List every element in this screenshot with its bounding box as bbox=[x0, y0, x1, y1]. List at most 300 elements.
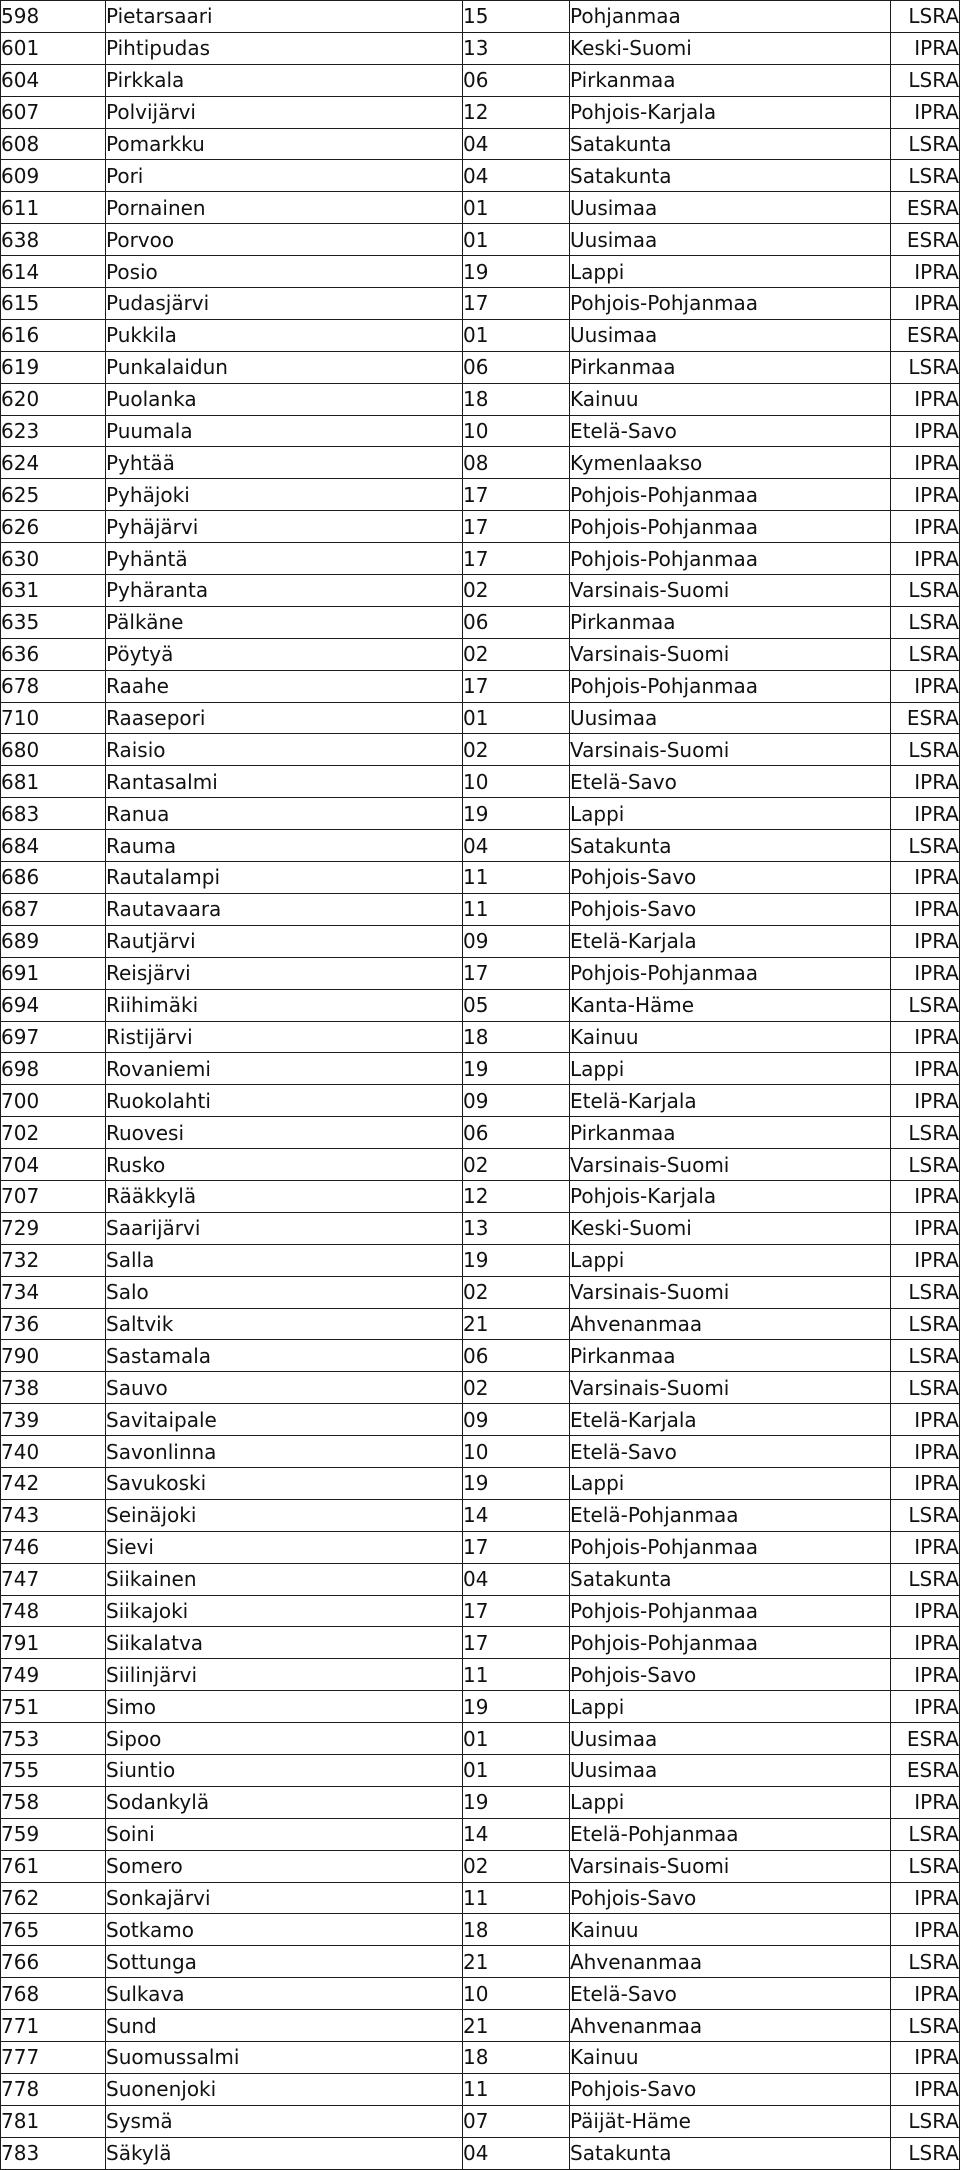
center-code-cell: LSRA bbox=[891, 1308, 960, 1340]
region-name-cell: Ahvenanmaa bbox=[570, 1308, 891, 1340]
municipality-code-cell: 689 bbox=[1, 925, 106, 957]
municipality-name-cell: Savukoski bbox=[106, 1467, 463, 1499]
region-code-cell: 17 bbox=[463, 670, 570, 702]
table-row bbox=[1, 479, 960, 511]
municipality-name-cell: Savitaipale bbox=[106, 1404, 463, 1436]
municipality-name-cell: Siikainen bbox=[106, 1563, 463, 1595]
municipality-code-cell: 765 bbox=[1, 1914, 106, 1946]
region-name-cell: Etelä-Pohjanmaa bbox=[570, 1499, 891, 1531]
municipality-name-cell: Sonkajärvi bbox=[106, 1882, 463, 1914]
table-row bbox=[1, 1563, 960, 1595]
region-name-cell: Kainuu bbox=[570, 2042, 891, 2074]
table-row bbox=[1, 606, 960, 638]
region-code-cell: 10 bbox=[463, 1978, 570, 2010]
region-code-cell: 15 bbox=[463, 1, 570, 33]
municipality-name-cell: Suonenjoki bbox=[106, 2073, 463, 2105]
municipality-name-cell: Raahe bbox=[106, 670, 463, 702]
municipality-name-cell: Sodankylä bbox=[106, 1786, 463, 1818]
municipality-code-cell: 619 bbox=[1, 351, 106, 383]
municipality-code-cell: 777 bbox=[1, 2042, 106, 2074]
center-code-cell: IPRA bbox=[891, 511, 960, 543]
center-code-cell: LSRA bbox=[891, 830, 960, 862]
municipality-code-cell: 781 bbox=[1, 2105, 106, 2137]
region-code-cell: 06 bbox=[463, 1117, 570, 1149]
municipality-code-cell: 742 bbox=[1, 1467, 106, 1499]
region-code-cell: 19 bbox=[463, 1786, 570, 1818]
table-row bbox=[1, 2042, 960, 2074]
municipality-name-cell: Punkalaidun bbox=[106, 351, 463, 383]
table-row bbox=[1, 1595, 960, 1627]
municipality-name-cell: Simo bbox=[106, 1691, 463, 1723]
table-row bbox=[1, 1691, 960, 1723]
municipality-name-cell: Puumala bbox=[106, 415, 463, 447]
center-code-cell: IPRA bbox=[891, 479, 960, 511]
municipality-code-cell: 753 bbox=[1, 1723, 106, 1755]
municipality-code-cell: 611 bbox=[1, 192, 106, 224]
municipality-code-cell: 623 bbox=[1, 415, 106, 447]
region-name-cell: Etelä-Karjala bbox=[570, 1404, 891, 1436]
region-name-cell: Pohjois-Pohjanmaa bbox=[570, 670, 891, 702]
center-code-cell: IPRA bbox=[891, 1531, 960, 1563]
region-code-cell: 10 bbox=[463, 1436, 570, 1468]
table-row bbox=[1, 1085, 960, 1117]
center-code-cell: ESRA bbox=[891, 1754, 960, 1786]
municipality-code-cell: 684 bbox=[1, 830, 106, 862]
table-row bbox=[1, 957, 960, 989]
region-code-cell: 17 bbox=[463, 957, 570, 989]
region-code-cell: 17 bbox=[463, 288, 570, 320]
region-name-cell: Pirkanmaa bbox=[570, 1117, 891, 1149]
municipality-name-cell: Somero bbox=[106, 1850, 463, 1882]
table-row bbox=[1, 256, 960, 288]
table-row bbox=[1, 1723, 960, 1755]
municipality-code-cell: 697 bbox=[1, 1021, 106, 1053]
municipality-code-cell: 681 bbox=[1, 766, 106, 798]
table-row bbox=[1, 64, 960, 96]
region-name-cell: Keski-Suomi bbox=[570, 1212, 891, 1244]
municipality-code-cell: 604 bbox=[1, 64, 106, 96]
region-code-cell: 02 bbox=[463, 1149, 570, 1181]
center-code-cell: IPRA bbox=[891, 925, 960, 957]
region-code-cell: 19 bbox=[463, 256, 570, 288]
center-code-cell: ESRA bbox=[891, 192, 960, 224]
municipality-name-cell: Siuntio bbox=[106, 1754, 463, 1786]
municipality-code-cell: 746 bbox=[1, 1531, 106, 1563]
region-code-cell: 14 bbox=[463, 1818, 570, 1850]
municipality-code-cell: 614 bbox=[1, 256, 106, 288]
municipality-name-cell: Suomussalmi bbox=[106, 2042, 463, 2074]
table-row bbox=[1, 1404, 960, 1436]
municipality-code-cell: 783 bbox=[1, 2137, 106, 2169]
region-code-cell: 19 bbox=[463, 798, 570, 830]
center-code-cell: IPRA bbox=[891, 1244, 960, 1276]
region-code-cell: 06 bbox=[463, 64, 570, 96]
table-row bbox=[1, 192, 960, 224]
region-name-cell: Uusimaa bbox=[570, 1754, 891, 1786]
region-name-cell: Uusimaa bbox=[570, 224, 891, 256]
region-code-cell: 02 bbox=[463, 575, 570, 607]
region-name-cell: Ahvenanmaa bbox=[570, 1946, 891, 1978]
region-code-cell: 02 bbox=[463, 734, 570, 766]
region-name-cell: Etelä-Karjala bbox=[570, 925, 891, 957]
municipality-name-cell: Sysmä bbox=[106, 2105, 463, 2137]
table-row bbox=[1, 1244, 960, 1276]
region-name-cell: Pohjois-Savo bbox=[570, 1659, 891, 1691]
table-row bbox=[1, 893, 960, 925]
center-code-cell: LSRA bbox=[891, 1372, 960, 1404]
table-row bbox=[1, 1754, 960, 1786]
region-name-cell: Lappi bbox=[570, 798, 891, 830]
table-row bbox=[1, 2010, 960, 2042]
table-row bbox=[1, 96, 960, 128]
municipality-name-cell: Pyhäjoki bbox=[106, 479, 463, 511]
municipality-code-cell: 702 bbox=[1, 1117, 106, 1149]
center-code-cell: IPRA bbox=[891, 543, 960, 575]
center-code-cell: IPRA bbox=[891, 1021, 960, 1053]
center-code-cell: IPRA bbox=[891, 1436, 960, 1468]
municipality-name-cell: Pukkila bbox=[106, 319, 463, 351]
region-name-cell: Etelä-Pohjanmaa bbox=[570, 1818, 891, 1850]
region-code-cell: 18 bbox=[463, 1914, 570, 1946]
region-name-cell: Varsinais-Suomi bbox=[570, 734, 891, 766]
region-code-cell: 07 bbox=[463, 2105, 570, 2137]
region-name-cell: Pohjois-Pohjanmaa bbox=[570, 543, 891, 575]
table-row bbox=[1, 1340, 960, 1372]
municipality-code-cell: 620 bbox=[1, 383, 106, 415]
region-code-cell: 21 bbox=[463, 1308, 570, 1340]
center-code-cell: LSRA bbox=[891, 1818, 960, 1850]
region-code-cell: 10 bbox=[463, 415, 570, 447]
region-code-cell: 04 bbox=[463, 1563, 570, 1595]
table-row bbox=[1, 1946, 960, 1978]
municipality-code-cell: 790 bbox=[1, 1340, 106, 1372]
region-code-cell: 02 bbox=[463, 638, 570, 670]
municipality-name-cell: Sottunga bbox=[106, 1946, 463, 1978]
region-code-cell: 06 bbox=[463, 606, 570, 638]
region-name-cell: Pohjanmaa bbox=[570, 1, 891, 33]
municipality-code-cell: 740 bbox=[1, 1436, 106, 1468]
region-code-cell: 12 bbox=[463, 1180, 570, 1212]
municipality-name-cell: Sotkamo bbox=[106, 1914, 463, 1946]
municipality-code-cell: 771 bbox=[1, 2010, 106, 2042]
region-code-cell: 17 bbox=[463, 511, 570, 543]
region-name-cell: Päijät-Häme bbox=[570, 2105, 891, 2137]
region-code-cell: 01 bbox=[463, 192, 570, 224]
center-code-cell: LSRA bbox=[891, 1340, 960, 1372]
municipality-code-cell: 707 bbox=[1, 1180, 106, 1212]
table-row bbox=[1, 1372, 960, 1404]
municipality-name-cell: Salo bbox=[106, 1276, 463, 1308]
municipality-code-cell: 739 bbox=[1, 1404, 106, 1436]
center-code-cell: LSRA bbox=[891, 734, 960, 766]
center-code-cell: IPRA bbox=[891, 1180, 960, 1212]
municipality-name-cell: Pudasjärvi bbox=[106, 288, 463, 320]
center-code-cell: IPRA bbox=[891, 893, 960, 925]
center-code-cell: IPRA bbox=[891, 766, 960, 798]
table-row bbox=[1, 1499, 960, 1531]
center-code-cell: LSRA bbox=[891, 160, 960, 192]
region-name-cell: Satakunta bbox=[570, 128, 891, 160]
region-name-cell: Satakunta bbox=[570, 160, 891, 192]
table-row bbox=[1, 1850, 960, 1882]
municipality-name-cell: Riihimäki bbox=[106, 989, 463, 1021]
region-name-cell: Pohjois-Pohjanmaa bbox=[570, 1595, 891, 1627]
center-code-cell: IPRA bbox=[891, 447, 960, 479]
region-code-cell: 11 bbox=[463, 1659, 570, 1691]
table-row bbox=[1, 1117, 960, 1149]
region-name-cell: Varsinais-Suomi bbox=[570, 1149, 891, 1181]
table-row bbox=[1, 1149, 960, 1181]
table-row bbox=[1, 383, 960, 415]
center-code-cell: IPRA bbox=[891, 1085, 960, 1117]
center-code-cell: LSRA bbox=[891, 1276, 960, 1308]
region-code-cell: 10 bbox=[463, 766, 570, 798]
table-row bbox=[1, 734, 960, 766]
municipality-name-cell: Sastamala bbox=[106, 1340, 463, 1372]
region-name-cell: Satakunta bbox=[570, 830, 891, 862]
municipality-code-cell: 736 bbox=[1, 1308, 106, 1340]
center-code-cell: IPRA bbox=[891, 1404, 960, 1436]
center-code-cell: LSRA bbox=[891, 1499, 960, 1531]
center-code-cell: IPRA bbox=[891, 862, 960, 894]
municipality-code-cell: 630 bbox=[1, 543, 106, 575]
region-name-cell: Pohjois-Pohjanmaa bbox=[570, 511, 891, 543]
region-code-cell: 05 bbox=[463, 989, 570, 1021]
table-row bbox=[1, 2073, 960, 2105]
region-name-cell: Lappi bbox=[570, 1691, 891, 1723]
center-code-cell: IPRA bbox=[891, 1467, 960, 1499]
region-name-cell: Pohjois-Savo bbox=[570, 893, 891, 925]
center-code-cell: LSRA bbox=[891, 64, 960, 96]
region-code-cell: 01 bbox=[463, 319, 570, 351]
region-name-cell: Ahvenanmaa bbox=[570, 2010, 891, 2042]
center-code-cell: LSRA bbox=[891, 2137, 960, 2169]
municipality-name-cell: Seinäjoki bbox=[106, 1499, 463, 1531]
region-code-cell: 01 bbox=[463, 702, 570, 734]
center-code-cell: LSRA bbox=[891, 1149, 960, 1181]
municipality-name-cell: Siikalatva bbox=[106, 1627, 463, 1659]
region-code-cell: 13 bbox=[463, 32, 570, 64]
region-name-cell: Lappi bbox=[570, 1244, 891, 1276]
municipality-name-cell: Rovaniemi bbox=[106, 1053, 463, 1085]
municipality-name-cell: Posio bbox=[106, 256, 463, 288]
center-code-cell: LSRA bbox=[891, 1946, 960, 1978]
region-name-cell: Kainuu bbox=[570, 1021, 891, 1053]
center-code-cell: ESRA bbox=[891, 1723, 960, 1755]
municipality-name-cell: Pyhäranta bbox=[106, 575, 463, 607]
center-code-cell: LSRA bbox=[891, 1, 960, 33]
table-row bbox=[1, 32, 960, 64]
municipality-name-cell: Rääkkylä bbox=[106, 1180, 463, 1212]
region-name-cell: Lappi bbox=[570, 256, 891, 288]
municipality-code-cell: 687 bbox=[1, 893, 106, 925]
region-name-cell: Pohjois-Karjala bbox=[570, 96, 891, 128]
region-name-cell: Etelä-Savo bbox=[570, 1978, 891, 2010]
municipality-code-cell: 743 bbox=[1, 1499, 106, 1531]
center-code-cell: IPRA bbox=[891, 1786, 960, 1818]
municipality-code-cell: 738 bbox=[1, 1372, 106, 1404]
municipality-name-cell: Pietarsaari bbox=[106, 1, 463, 33]
table-row bbox=[1, 128, 960, 160]
region-code-cell: 09 bbox=[463, 1085, 570, 1117]
region-code-cell: 21 bbox=[463, 1946, 570, 1978]
municipality-code-cell: 691 bbox=[1, 957, 106, 989]
municipality-name-cell: Ristijärvi bbox=[106, 1021, 463, 1053]
region-code-cell: 09 bbox=[463, 925, 570, 957]
table-row bbox=[1, 2105, 960, 2137]
municipality-name-cell: Rautalampi bbox=[106, 862, 463, 894]
region-code-cell: 01 bbox=[463, 1754, 570, 1786]
center-code-cell: LSRA bbox=[891, 575, 960, 607]
center-code-cell: LSRA bbox=[891, 128, 960, 160]
center-code-cell: LSRA bbox=[891, 638, 960, 670]
region-code-cell: 17 bbox=[463, 1595, 570, 1627]
center-code-cell: LSRA bbox=[891, 1850, 960, 1882]
table-row bbox=[1, 224, 960, 256]
center-code-cell: LSRA bbox=[891, 989, 960, 1021]
center-code-cell: IPRA bbox=[891, 2073, 960, 2105]
region-name-cell: Uusimaa bbox=[570, 192, 891, 224]
center-code-cell: IPRA bbox=[891, 1212, 960, 1244]
municipality-code-cell: 700 bbox=[1, 1085, 106, 1117]
region-name-cell: Pirkanmaa bbox=[570, 1340, 891, 1372]
municipality-code-cell: 636 bbox=[1, 638, 106, 670]
municipality-code-cell: 758 bbox=[1, 1786, 106, 1818]
municipality-name-cell: Polvijärvi bbox=[106, 96, 463, 128]
municipality-code-cell: 601 bbox=[1, 32, 106, 64]
table-row bbox=[1, 511, 960, 543]
table-row bbox=[1, 702, 960, 734]
region-name-cell: Pohjois-Karjala bbox=[570, 1180, 891, 1212]
region-name-cell: Etelä-Savo bbox=[570, 1436, 891, 1468]
municipality-name-cell: Rantasalmi bbox=[106, 766, 463, 798]
municipality-name-cell: Savonlinna bbox=[106, 1436, 463, 1468]
region-code-cell: 11 bbox=[463, 862, 570, 894]
center-code-cell: IPRA bbox=[891, 288, 960, 320]
center-code-cell: LSRA bbox=[891, 1563, 960, 1595]
municipality-code-cell: 729 bbox=[1, 1212, 106, 1244]
municipality-code-cell: 698 bbox=[1, 1053, 106, 1085]
center-code-cell: IPRA bbox=[891, 957, 960, 989]
center-code-cell: IPRA bbox=[891, 32, 960, 64]
region-code-cell: 04 bbox=[463, 128, 570, 160]
center-code-cell: ESRA bbox=[891, 319, 960, 351]
municipality-code-cell: 759 bbox=[1, 1818, 106, 1850]
region-name-cell: Kainuu bbox=[570, 1914, 891, 1946]
region-name-cell: Uusimaa bbox=[570, 702, 891, 734]
region-name-cell: Pohjois-Savo bbox=[570, 2073, 891, 2105]
region-name-cell: Lappi bbox=[570, 1467, 891, 1499]
region-code-cell: 09 bbox=[463, 1404, 570, 1436]
municipality-name-cell: Porvoo bbox=[106, 224, 463, 256]
region-code-cell: 13 bbox=[463, 1212, 570, 1244]
region-name-cell: Pohjois-Pohjanmaa bbox=[570, 288, 891, 320]
region-code-cell: 19 bbox=[463, 1053, 570, 1085]
municipality-code-cell: 734 bbox=[1, 1276, 106, 1308]
region-name-cell: Varsinais-Suomi bbox=[570, 1276, 891, 1308]
region-code-cell: 17 bbox=[463, 543, 570, 575]
municipality-name-cell: Pyhäjärvi bbox=[106, 511, 463, 543]
municipality-code-cell: 607 bbox=[1, 96, 106, 128]
center-code-cell: IPRA bbox=[891, 96, 960, 128]
center-code-cell: IPRA bbox=[891, 1978, 960, 2010]
municipality-name-cell: Ruokolahti bbox=[106, 1085, 463, 1117]
region-code-cell: 02 bbox=[463, 1276, 570, 1308]
region-code-cell: 02 bbox=[463, 1850, 570, 1882]
municipality-code-cell: 683 bbox=[1, 798, 106, 830]
region-code-cell: 01 bbox=[463, 1723, 570, 1755]
region-code-cell: 18 bbox=[463, 383, 570, 415]
region-code-cell: 18 bbox=[463, 2042, 570, 2074]
table-row bbox=[1, 2137, 960, 2169]
center-code-cell: IPRA bbox=[891, 383, 960, 415]
center-code-cell: LSRA bbox=[891, 2010, 960, 2042]
table-row bbox=[1, 1436, 960, 1468]
table-row bbox=[1, 160, 960, 192]
table-row bbox=[1, 1467, 960, 1499]
region-name-cell: Pirkanmaa bbox=[570, 606, 891, 638]
municipality-name-cell: Pornainen bbox=[106, 192, 463, 224]
table-row bbox=[1, 1276, 960, 1308]
region-name-cell: Etelä-Savo bbox=[570, 766, 891, 798]
region-name-cell: Uusimaa bbox=[570, 1723, 891, 1755]
center-code-cell: IPRA bbox=[891, 670, 960, 702]
municipality-name-cell: Rusko bbox=[106, 1149, 463, 1181]
municipality-code-cell: 778 bbox=[1, 2073, 106, 2105]
table-row bbox=[1, 1212, 960, 1244]
municipality-name-cell: Saarijärvi bbox=[106, 1212, 463, 1244]
municipality-code-cell: 710 bbox=[1, 702, 106, 734]
region-name-cell: Kymenlaakso bbox=[570, 447, 891, 479]
table-row bbox=[1, 1, 960, 33]
table-row bbox=[1, 1882, 960, 1914]
municipality-code-cell: 766 bbox=[1, 1946, 106, 1978]
municipality-name-cell: Sievi bbox=[106, 1531, 463, 1563]
municipality-code-cell: 616 bbox=[1, 319, 106, 351]
region-code-cell: 08 bbox=[463, 447, 570, 479]
municipality-code-cell: 755 bbox=[1, 1754, 106, 1786]
table-row bbox=[1, 351, 960, 383]
region-code-cell: 04 bbox=[463, 2137, 570, 2169]
center-code-cell: LSRA bbox=[891, 1117, 960, 1149]
municipality-code-cell: 732 bbox=[1, 1244, 106, 1276]
region-code-cell: 04 bbox=[463, 830, 570, 862]
municipality-name-cell: Soini bbox=[106, 1818, 463, 1850]
municipality-code-cell: 631 bbox=[1, 575, 106, 607]
region-name-cell: Pirkanmaa bbox=[570, 64, 891, 96]
region-name-cell: Etelä-Karjala bbox=[570, 1085, 891, 1117]
region-name-cell: Pirkanmaa bbox=[570, 351, 891, 383]
center-code-cell: IPRA bbox=[891, 798, 960, 830]
municipality-code-cell: 680 bbox=[1, 734, 106, 766]
region-code-cell: 18 bbox=[463, 1021, 570, 1053]
region-code-cell: 04 bbox=[463, 160, 570, 192]
municipality-code-cell: 678 bbox=[1, 670, 106, 702]
municipality-name-cell: Reisjärvi bbox=[106, 957, 463, 989]
region-code-cell: 21 bbox=[463, 2010, 570, 2042]
municipality-code-cell: 609 bbox=[1, 160, 106, 192]
region-code-cell: 14 bbox=[463, 1499, 570, 1531]
municipality-code-cell: 768 bbox=[1, 1978, 106, 2010]
region-name-cell: Satakunta bbox=[570, 1563, 891, 1595]
municipality-code-cell: 686 bbox=[1, 862, 106, 894]
municipality-table-body bbox=[1, 1, 960, 2170]
municipality-code-cell: 791 bbox=[1, 1627, 106, 1659]
table-row bbox=[1, 1659, 960, 1691]
region-name-cell: Pohjois-Pohjanmaa bbox=[570, 479, 891, 511]
region-name-cell: Varsinais-Suomi bbox=[570, 1372, 891, 1404]
region-name-cell: Lappi bbox=[570, 1786, 891, 1818]
